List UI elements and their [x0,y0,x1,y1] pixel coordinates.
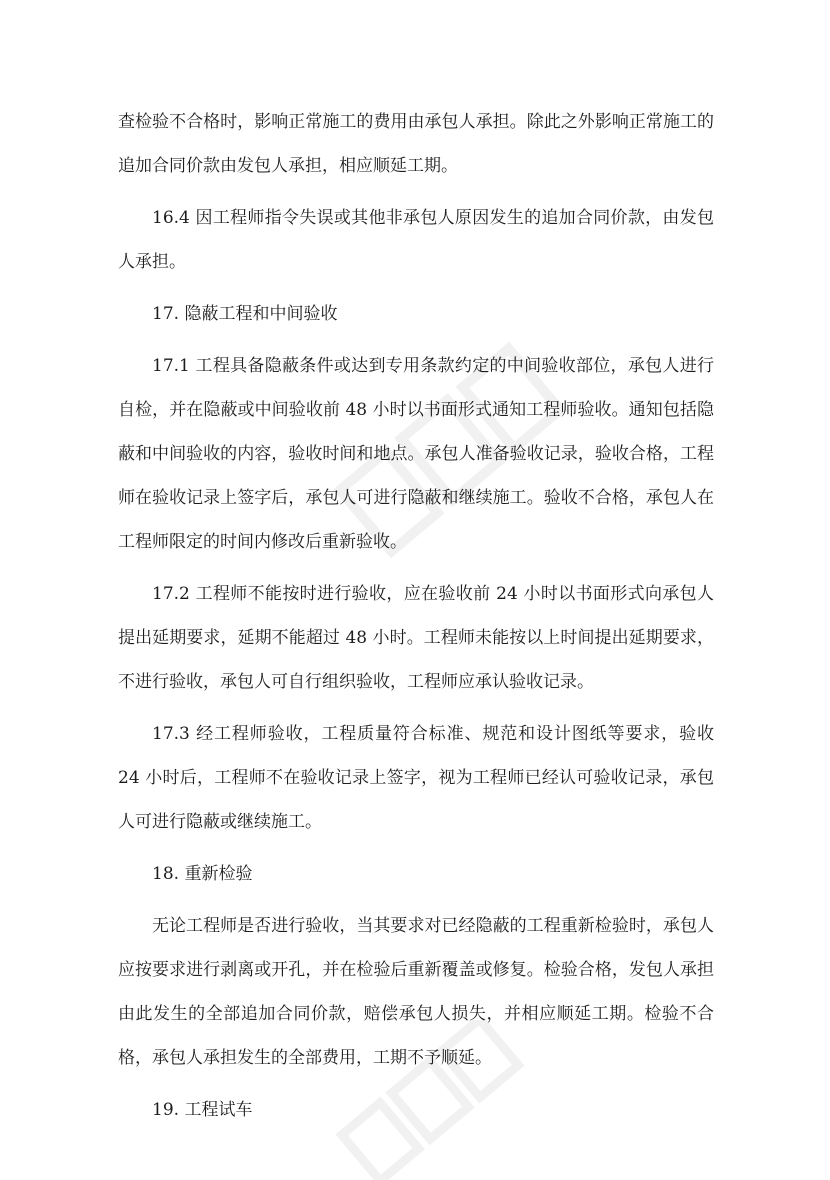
section-heading-17: 17. 隐蔽工程和中间验收 [152,304,338,324]
paragraph-17-1: 17.1 工程具备隐蔽条件或达到专用条款约定的中间验收部位，承包人进行自检，并在隐蔽或中间验收前 48 小时以书面形式通知工程师验收。通知包括隐蔽和中间验收的内容，验收时间和地点。承包人准备验收记录，验收合格，工程师在验收记录上签字后，承包人可进行隐蔽和继续施工。验收不合格，承包人在工程师限定的时间内修改后重新验收。 [118,356,714,552]
paragraph-17-2: 17.2 工程师不能按时进行验收，应在验收前 24 小时以书面形式向承包人提出延期要求，延期不能超过 48 小时。工程师未能按以上时间提出延期要求，不进行验收，承包人可自行组织验收，工程师应承认验收记录。 [118,584,714,692]
paragraph-16-3-continuation: 查检验不合格时，影响正常施工的费用由承包人承担。除此之外影响正常施工的追加合同价款由发包人承担，相应顺延工期。 [118,112,714,176]
paragraph-17-3: 17.3 经工程师验收，工程质量符合标准、规范和设计图纸等要求，验收 24 小时后，工程师不在验收记录上签字，视为工程师已经认可验收记录，承包人可进行隐蔽或继续施工。 [118,724,714,832]
paragraph-16-4: 16.4 因工程师指令失误或其他非承包人原因发生的追加合同价款，由发包人承担。 [118,208,714,272]
section-heading-19: 19. 工程试车 [152,1100,253,1120]
paragraph-18-body: 无论工程师是否进行验收，当其要求对已经隐蔽的工程重新检验时，承包人应按要求进行剥离或开孔，并在检验后重新覆盖或修复。检验合格，发包人承担由此发生的全部追加合同价款，赔偿承包人损失，并相应顺延工期。检验不合格，承包人承担发生的全部费用，工期不予顺延。 [118,916,714,1068]
document-body [118,100,714,1132]
section-heading-18: 18. 重新检验 [152,864,253,884]
